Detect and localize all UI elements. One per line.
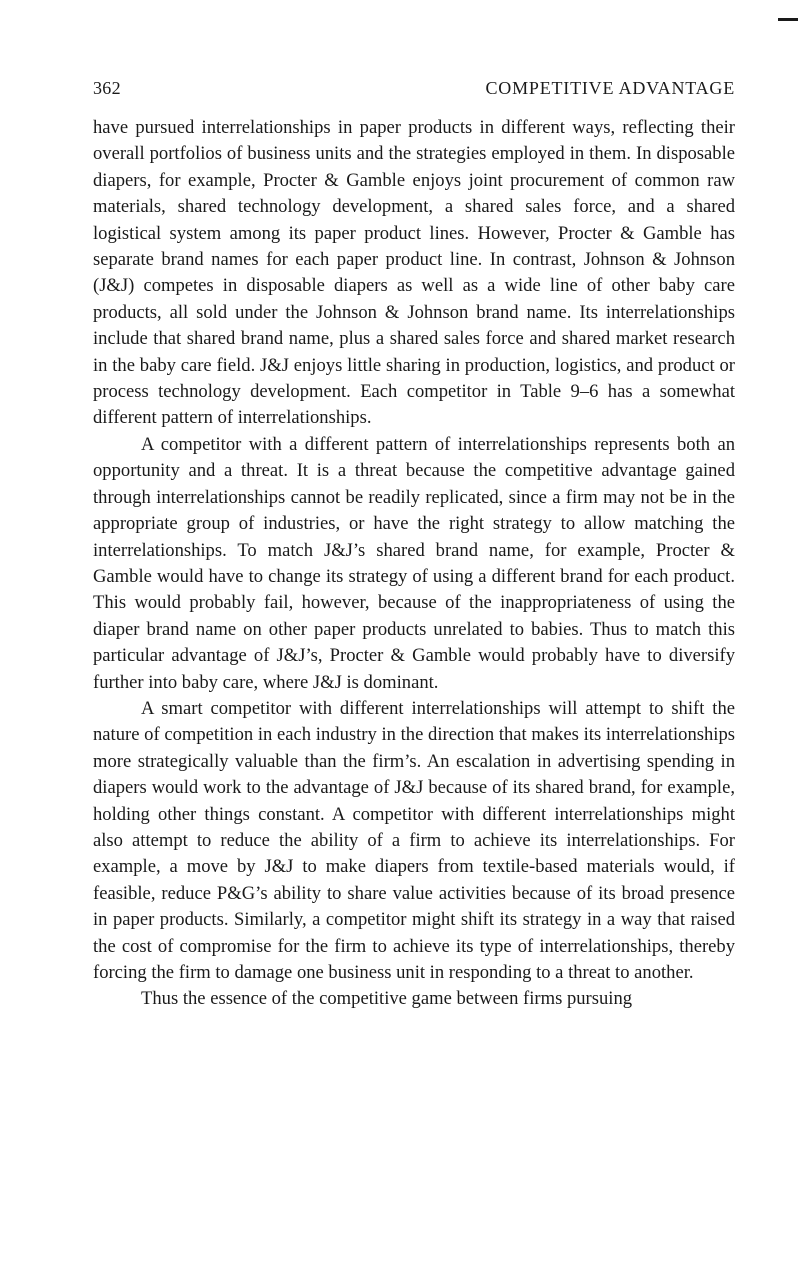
paragraph: Thus the essence of the competitive game between firms pursuing (141, 988, 633, 1010)
body-text (93, 115, 735, 1013)
paragraph-continued: have pursued interrelationships in paper products in different ways, reflecting their overall portfolios of business units and the strategies employed in them. In disposable diapers, for example, Procter & Gamble enjoys joint procurement of common raw materials, shared technology development, a shared sales force, and a shared logistical system among its paper product lines. However, Procter & Gamble has separate brand names for each paper product line. In contrast, Johnson & Johnson (J&J) competes in disposable diapers as well as a wide line of other baby care products, all sold under the Johnson & Johnson brand name. Its interrelationships include that shared brand name, plus a shared sales force and shared market research in the baby care field. J&J enjoys little sharing in production, logistics, and product or process technology development. Each competitor in Table 9–6 has a somewhat different pattern of interrelationships. (93, 117, 735, 429)
page-header (93, 78, 735, 102)
running-head: COMPETITIVE ADVANTAGE (485, 78, 735, 98)
paragraph: A smart competitor with different interrelationships will attempt to shift the nature of competition in each industry in the direction that makes its interrelationships more strategically valuable than the firm’s. An escalation in advertising spending in diapers would work to the advantage of J&J because of its shared brand, for example, holding other things constant. A competitor with different interrelationships might also attempt to reduce the ability of a firm to achieve its interrelationships. For example, a move by J&J to make diapers from textile-based materials would, if feasible, reduce P&G’s ability to share value activities because of its broad presence in paper products. Similarly, a competitor might shift its strategy in a way that raised the cost of compromise for the firm to achieve its type of interrelationships, thereby forcing the firm to damage one business unit in responding to a threat to another. (93, 697, 735, 983)
paragraph: A competitor with a different pattern of interrelationships represents both an opportunity and a threat. It is a threat because the competitive advantage gained through interrelationships cannot be readily replicated, since a firm may not be in the appropriate group of industries, or have the right strategy to allow matching the interrelationships. To match J&J’s shared brand name, for example, Procter & Gamble would have to change its strategy of using a different brand for each product. This would probably fail, however, because of the inappropriateness of using the diaper brand name on other paper products unrelated to babies. Thus to match this particular advantage of J&J’s, Procter & Gamble would probably have to diversify further into baby care, where J&J is dominant. (93, 433, 735, 693)
scan-edge-mark (778, 18, 798, 21)
page-number: 362 (93, 78, 121, 98)
